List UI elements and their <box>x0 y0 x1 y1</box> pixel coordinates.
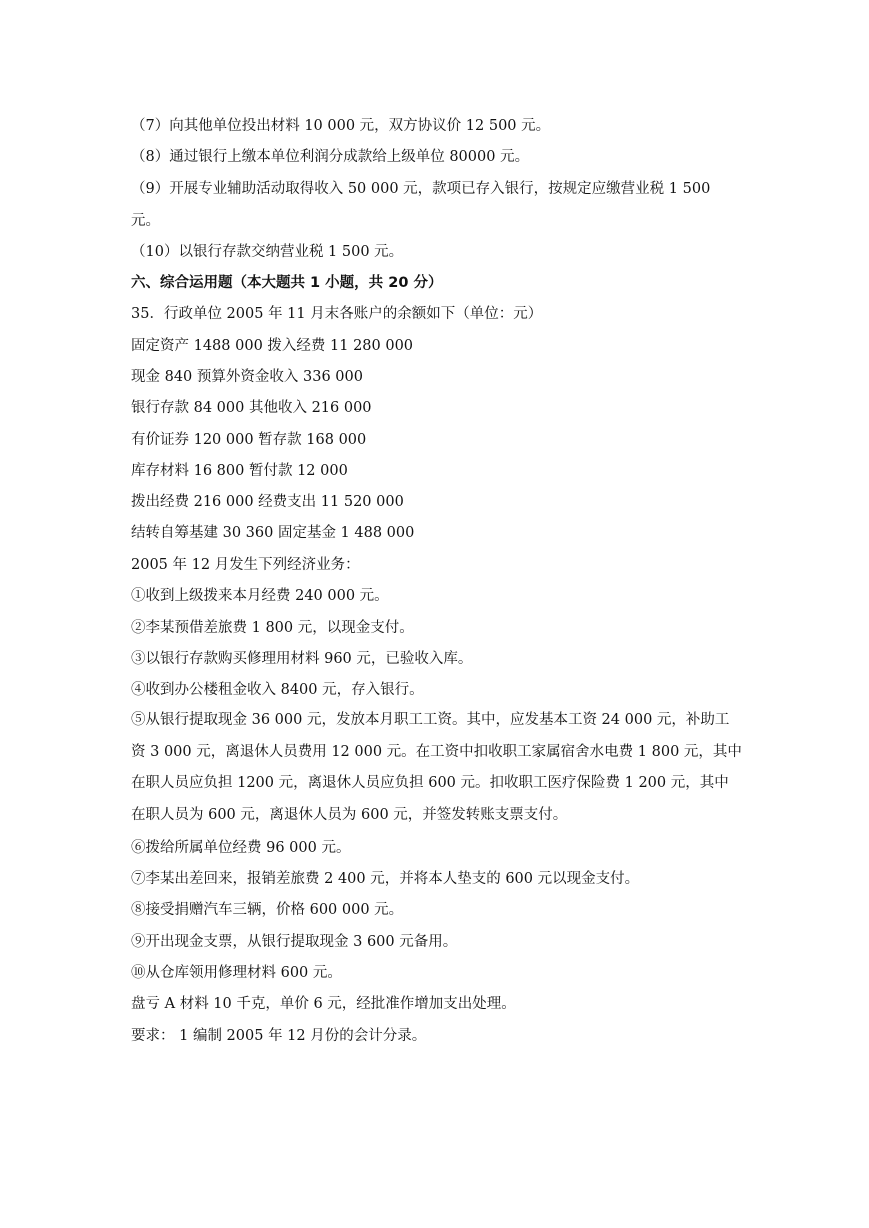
balance-line: 固定资产 1488 000 拨入经费 11 280 000 <box>131 338 414 354</box>
transaction-item: 盘亏 A 材料 10 千克，单价 6 元，经批准作增加支出处理。 <box>131 996 516 1012</box>
transaction-item: ①收到上级拨来本月经费 240 000 元。 <box>131 588 389 604</box>
balance-line: 拨出经费 216 000 经费支出 11 520 000 <box>131 494 404 510</box>
item-10-text: （10）以银行存款交纳营业税 1 500 元。 <box>131 244 404 260</box>
transaction-item: ⑤从银行提取现金 36 000 元，发放本月职工工资。其中，应发基本工资 24 000 元，补助工资 3 000 元，离退休人员费用 12 000 元。在工资中扣收职工家属宿舍水电费 1 800 元，其中在职人员应负担 1200 元，离退休人员应负担 600 元。扣收职工医疗保险费 1 200 元，其中在职人员为 600 元，离退休人员为 600 元，并签发转账支票支付。 <box>131 712 742 823</box>
transaction-item: ⑩从仓库领用修理材料 600 元。 <box>131 965 342 981</box>
transaction-item: ⑧接受捐赠汽车三辆，价格 600 000 元。 <box>131 902 404 918</box>
requirement-text: 要求： 1 编制 2005 年 12 月份的会计分录。 <box>131 1028 427 1044</box>
item-9-text: （9）开展专业辅助活动取得收入 50 000 元，款项已存入银行，按规定应缴营业税 1 500 元。 <box>131 181 711 229</box>
item-7-text: （7）向其他单位投出材料 10 000 元，双方协议价 12 500 元。 <box>131 118 551 134</box>
balance-line: 结转自筹基建 30 360 固定基金 1 488 000 <box>131 525 415 541</box>
transaction-item: ⑥拨给所属单位经费 96 000 元。 <box>131 840 351 856</box>
section-heading: 六、综合运用题（本大题共 1 小题，共 20 分） <box>131 275 443 291</box>
balance-line: 银行存款 84 000 其他收入 216 000 <box>131 400 372 416</box>
transaction-item: ④收到办公楼租金收入 8400 元，存入银行。 <box>131 682 424 698</box>
balance-line: 有价证券 120 000 暂存款 168 000 <box>131 432 367 448</box>
balance-line: 现金 840 预算外资金收入 336 000 <box>131 369 363 385</box>
transaction-item: ③以银行存款购买修理用材料 960 元，已验收入库。 <box>131 651 473 667</box>
transaction-item: ②李某预借差旅费 1 800 元，以现金支付。 <box>131 620 414 636</box>
transaction-item: ⑨开出现金支票，从银行提取现金 3 600 元备用。 <box>131 934 458 950</box>
transactions-intro: 2005 年 12 月发生下列经济业务： <box>131 557 360 573</box>
balance-line: 库存材料 16 800 暂付款 12 000 <box>131 463 348 479</box>
item-8-text: （8）通过银行上缴本单位利润分成款给上级单位 80000 元。 <box>131 149 530 165</box>
transaction-item: ⑦李某出差回来，报销差旅费 2 400 元，并将本人垫支的 600 元以现金支付。 <box>131 871 640 887</box>
question-intro: 35．行政单位 2005 年 11 月末各账户的余额如下（单位：元） <box>131 306 543 322</box>
